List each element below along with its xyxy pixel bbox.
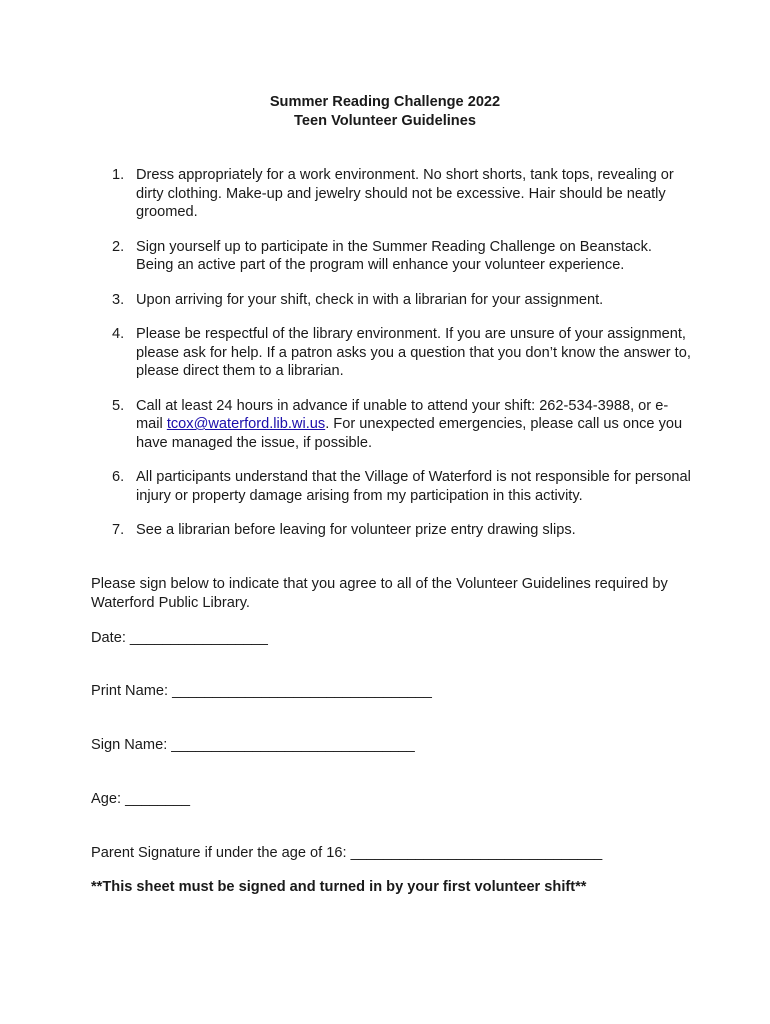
list-item-number: 6. — [112, 469, 125, 485]
list-item-text-before: Call at least 24 hours in advance if unable to attend your shift: 262-534-3988, or e-mail — [136, 397, 669, 432]
agreement-statement: Please sign below to indicate that you agree to all of the Volunteer Guidelines required by Waterford Public Library. — [91, 576, 668, 611]
list-item-number: 3. — [112, 291, 125, 308]
list-item-text: Dress appropriately for a work environment. No short shorts, tank tops, revealing or dirty clothing. Make-up and jewelry should not be excessive. Hair should be neatly groomed. — [136, 167, 674, 220]
document-subtitle: Teen Volunteer Guidelines — [294, 113, 476, 129]
list-item-number: 2. — [112, 238, 125, 255]
footer-note: **This sheet must be signed and turned in by your first volunteer shift** — [91, 879, 587, 895]
parent-signature-field[interactable]: Parent Signature if under the age of 16: _______________________________ — [91, 845, 603, 861]
list-item — [91, 521, 691, 540]
list-item — [91, 325, 691, 381]
list-item — [91, 468, 691, 505]
list-item-text: Sign yourself up to participate in the Summer Reading Challenge on Beanstack. Being an active part of the program will enhance your volunteer experience. — [136, 238, 652, 273]
list-item-text: See a librarian before leaving for volunteer prize entry drawing slips. — [136, 522, 576, 538]
print-name-field[interactable]: Print Name: ________________________________ — [91, 683, 432, 699]
list-item-text: Upon arriving for your shift, check in with a librarian for your assignment. — [136, 291, 604, 308]
age-field[interactable]: Age: ________ — [91, 791, 191, 807]
list-item-text: All participants understand that the Village of Waterford is not responsible for personal injury or property damage arising from my participation in this activity. — [136, 469, 691, 504]
list-item-number: 1. — [112, 167, 125, 183]
document-title: Summer Reading Challenge 2022 — [269, 94, 501, 110]
guidelines-list — [91, 166, 691, 556]
sign-name-field[interactable]: Sign Name: ______________________________ — [91, 737, 415, 753]
list-item — [91, 238, 691, 275]
list-item-text: Please be respectful of the library environment. If you are unsure of your assignment, please ask for help. If a patron asks you a question that you don’t know the answer to, please direct them to a librarian. — [136, 326, 691, 379]
list-item-number: 5. — [112, 397, 125, 414]
list-item — [91, 166, 691, 222]
list-item — [91, 291, 691, 310]
list-item-text-after: . For unexpected emergencies, please call us once you have managed the issue, if possible. — [136, 416, 683, 451]
list-item — [91, 397, 691, 453]
list-item-number: 4. — [112, 326, 125, 342]
date-field[interactable]: Date: _________________ — [91, 630, 268, 646]
title-block — [0, 93, 770, 131]
email-link[interactable]: tcox@waterford.lib.wi.us — [166, 416, 326, 432]
list-item-number: 7. — [112, 522, 125, 538]
